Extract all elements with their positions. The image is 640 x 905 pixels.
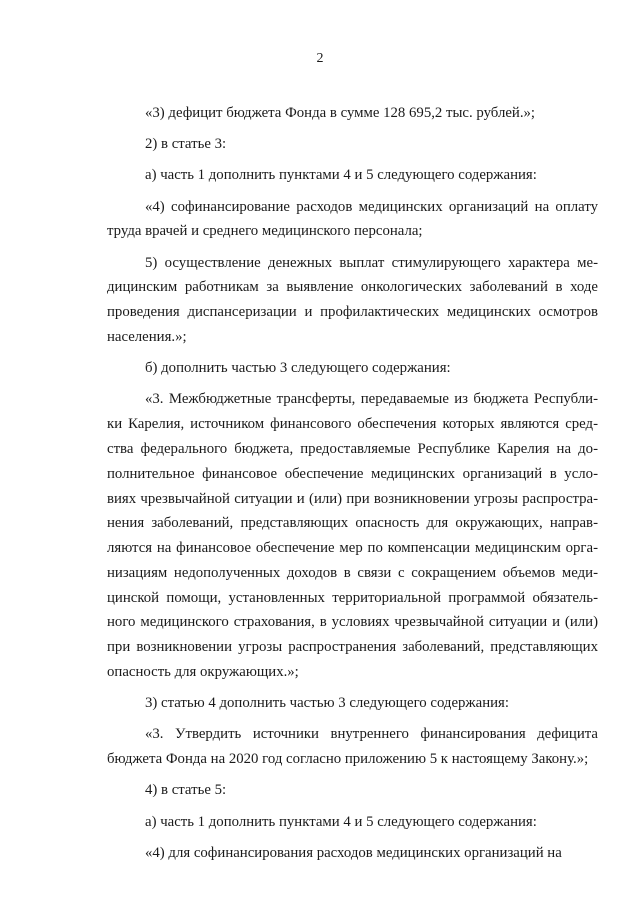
page-number: 2	[316, 51, 324, 66]
document-body	[107, 101, 598, 866]
paragraph: «3. Межбюджетные трансферты, передаваемые из бюджета Республики Карелия, источником финансового обеспечения которых являются средства федерального бюджета, предоставляемые Республике Карелия на дополнительное финансовое обеспечение медицинских организаций в условиях чрезвычайной ситуации и (или) при возникновении угрозы распространения заболеваний, представляющих опасность для окружающих, направляются на финансовое обеспечение мер по компенсации медицинским организациям недополученных доходов в связи с сокращением объемов медицинской помощи, установленных территориальной программой обязательного медицинского страхования, в условиях чрезвычайной ситуации и (или) при возникновении угрозы распространения заболеваний, представляющих опасность для окружающих.»;	[107, 391, 598, 681]
paragraph: «4) для софинансирования расходов медицинских организаций на	[145, 844, 562, 861]
paragraph: «3. Утвердить источники внутреннего финансирования дефицита бюджета Фонда на 2020 год согласно приложению 5 к настоящему Закону.»;	[107, 726, 598, 768]
paragraph: а) часть 1 дополнить пунктами 4 и 5 следующего содержания:	[145, 813, 537, 830]
paragraph: а) часть 1 дополнить пунктами 4 и 5 следующего содержания:	[145, 167, 537, 184]
paragraph: «4) софинансирование расходов медицинских организаций на оплату труда врачей и среднего медицинского персонала;	[107, 198, 598, 240]
paragraph: 5) осуществление денежных выплат стимулирующего характера медицинским работникам за выявление онкологических заболеваний в ходе проведения диспансеризации и профилактических медицинских осмотров населения.»;	[107, 254, 598, 345]
paragraph: 4) в статье 5:	[145, 782, 227, 799]
paragraph: «3) дефицит бюджета Фонда в сумме 128 695,2 тыс. рублей.»;	[145, 105, 536, 121]
paragraph: 3) статью 4 дополнить частью 3 следующего содержания:	[145, 695, 509, 712]
paragraph: б) дополнить частью 3 следующего содержания:	[145, 360, 451, 377]
paragraph: 2) в статье 3:	[145, 136, 227, 153]
